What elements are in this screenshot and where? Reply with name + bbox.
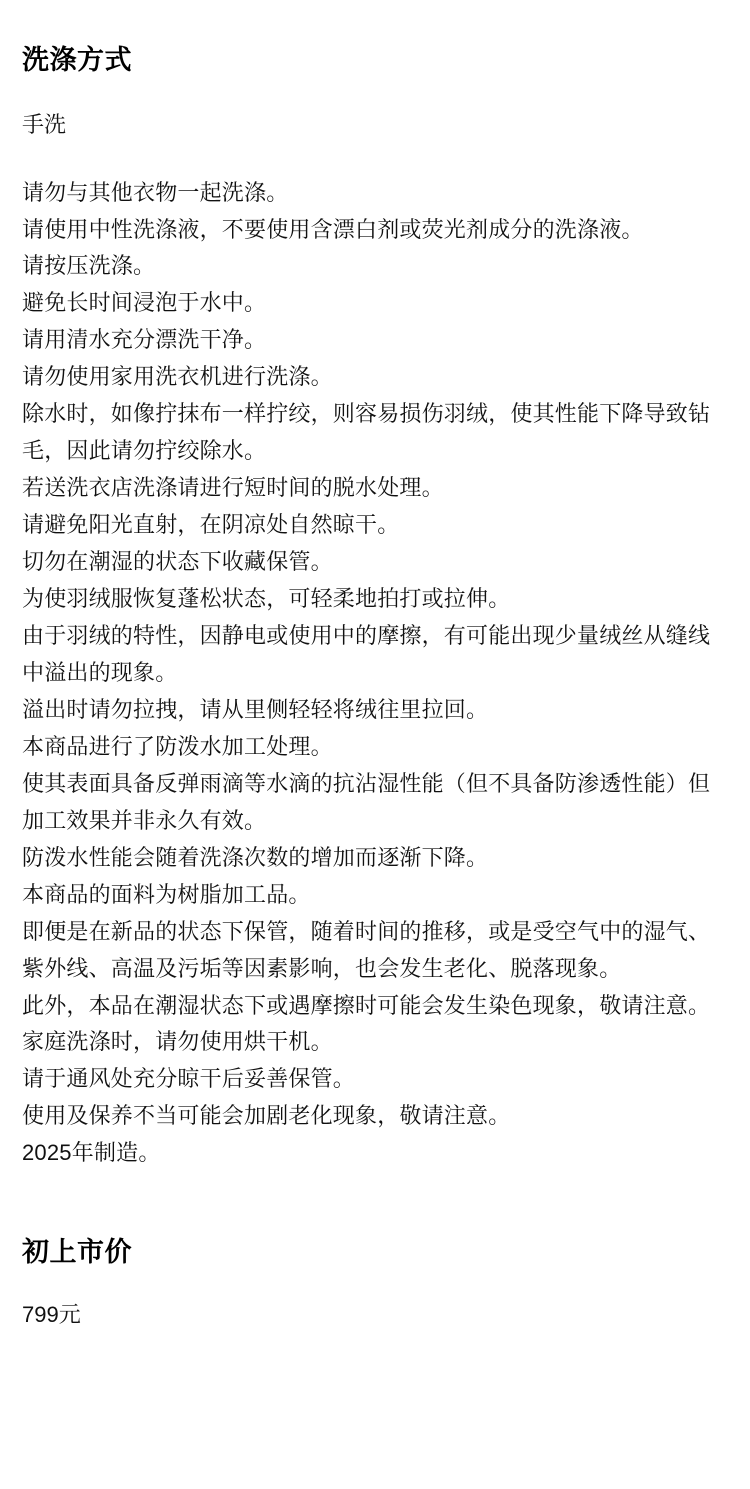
- price-value: 799元: [22, 1302, 81, 1328]
- price-section: [22, 1236, 728, 1331]
- list-item: 使用及保养不当可能会加剧老化现象，敬请注意。: [22, 1103, 511, 1129]
- list-item: 切勿在潮湿的状态下收藏保管。: [22, 549, 333, 575]
- list-item: 2025年制造。: [22, 1140, 161, 1166]
- price-section-title: 初上市价: [22, 1237, 132, 1268]
- list-item: 溢出时请勿拉拽，请从里侧轻轻将绒往里拉回。: [22, 696, 489, 722]
- list-item: 此外，本品在潮湿状态下或遇摩擦时可能会发生染色现象，敬请注意。: [22, 992, 711, 1018]
- list-item: 请勿使用家用洗衣机进行洗涤。: [22, 364, 333, 390]
- list-item: 请用清水充分漂洗干净。: [22, 327, 267, 353]
- list-item: 本商品的面料为树脂加工品。: [22, 881, 311, 907]
- list-item: 避免长时间浸泡于水中。: [22, 290, 267, 316]
- list-item: 由于羽绒的特性，因静电或使用中的摩擦，有可能出现少量绒丝从缝线中溢出的现象。: [22, 622, 711, 685]
- list-item: 防泼水性能会随着洗涤次数的增加而逐渐下降。: [22, 844, 489, 870]
- list-item: 即便是在新品的状态下保管，随着时间的推移，或是受空气中的湿气、紫外线、高温及污垢等因素影响，也会发生老化、脱落现象。: [22, 918, 711, 981]
- care-section-title: 洗涤方式: [22, 45, 132, 75]
- list-item: 请使用中性洗涤液，不要使用含漂白剂或荧光剂成分的洗涤液。: [22, 216, 644, 242]
- list-item: 家庭洗涤时，请勿使用烘干机。: [22, 1029, 333, 1055]
- list-item: 除水时，如像拧抹布一样拧绞，则容易损伤羽绒，使其性能下降导致钻毛，因此请勿拧绞除水。: [22, 401, 711, 464]
- list-item: 请于通风处充分晾干后妥善保管。: [22, 1066, 356, 1092]
- list-item: 使其表面具备反弹雨滴等水滴的抗沾湿性能（但不具备防渗透性能）但加工效果并非永久有效。: [22, 770, 711, 833]
- list-item: 请按压洗涤。: [22, 253, 156, 279]
- list-item: 请避免阳光直射，在阴凉处自然晾干。: [22, 512, 400, 538]
- list-item: 请勿与其他衣物一起洗涤。: [22, 179, 289, 205]
- care-method: 手洗: [22, 111, 67, 137]
- list-item: 本商品进行了防泼水加工处理。: [22, 733, 333, 759]
- list-item: 若送洗衣店洗涤请进行短时间的脱水处理。: [22, 475, 444, 501]
- list-item: 为使羽绒服恢复蓬松状态，可轻柔地拍打或拉伸。: [22, 586, 511, 612]
- care-instructions-list: [22, 175, 728, 1173]
